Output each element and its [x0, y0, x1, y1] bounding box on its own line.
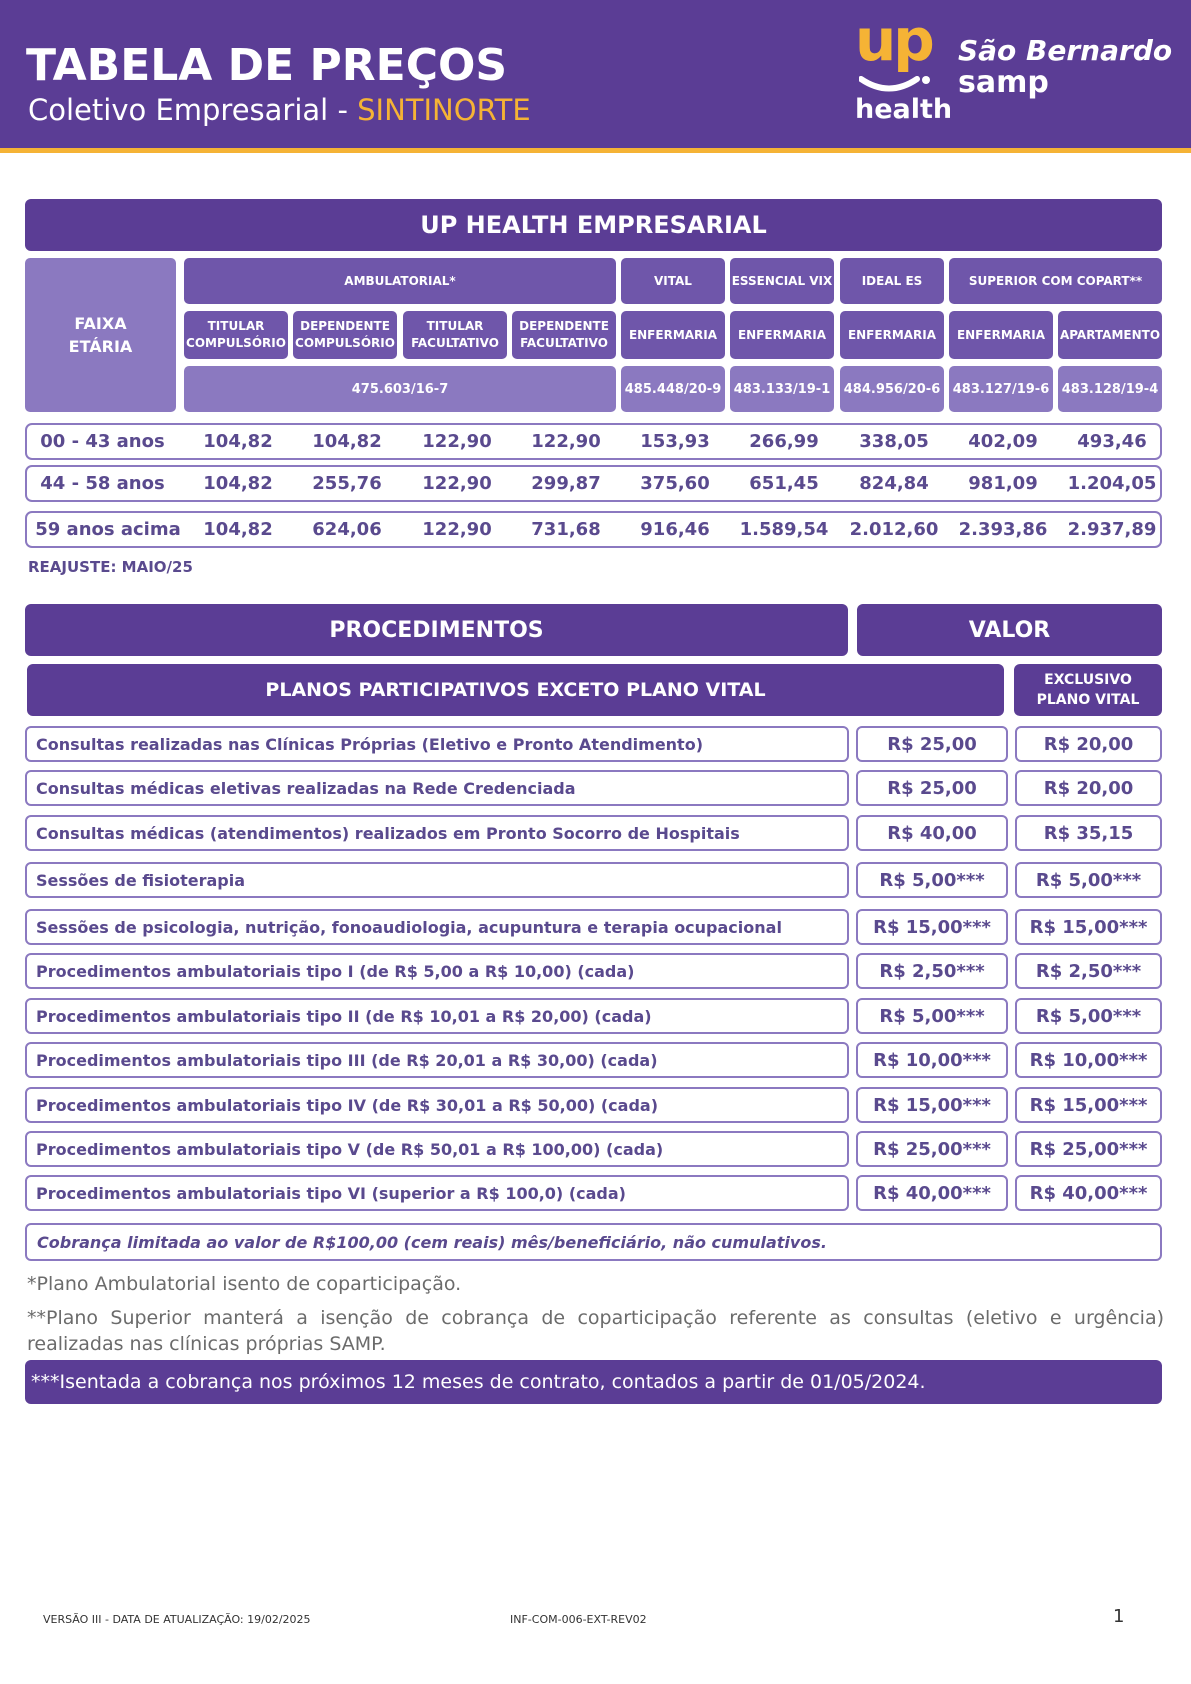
- vital-exclusive-title: EXCLUSIVO PLANO VITAL: [1014, 664, 1162, 716]
- row-value: 104,82: [203, 519, 273, 540]
- procedure-row-vital-value: R$ 20,00: [1015, 726, 1162, 762]
- procedure-row-desc: Procedimentos ambulatoriais tipo I (de R$ 5,00 a R$ 10,00) (cada): [25, 953, 849, 989]
- procedure-row-vital-value: R$ 25,00***: [1015, 1131, 1162, 1167]
- procedure-row-desc: Consultas médicas eletivas realizadas na Rede Credenciada: [25, 770, 849, 806]
- row-faixa: 00 - 43 anos: [40, 431, 165, 452]
- row-value: 2.937,89: [1067, 519, 1157, 540]
- table-row: [25, 511, 1162, 548]
- procedure-row-vital-value: R$ 5,00***: [1015, 862, 1162, 898]
- row-value: 122,90: [422, 431, 492, 452]
- group-essencial-vix: ESSENCIAL VIX: [730, 258, 834, 304]
- logo-health-text: health: [855, 94, 953, 125]
- price-table-title: UP HEALTH EMPRESARIAL: [25, 199, 1162, 251]
- row-value: 104,82: [203, 431, 273, 452]
- procedure-row-vital-value: R$ 40,00***: [1015, 1175, 1162, 1211]
- procedures-subtitle: PLANOS PARTICIPATIVOS EXCETO PLANO VITAL: [27, 664, 1004, 716]
- procedure-row-value: R$ 25,00: [856, 770, 1008, 806]
- subheader-superior-enfermaria: ENFERMARIA: [949, 311, 1053, 359]
- row-faixa: 59 anos acima: [35, 519, 181, 540]
- row-value: 266,99: [749, 431, 819, 452]
- procedure-row-desc: Procedimentos ambulatoriais tipo VI (superior a R$ 100,0) (cada): [25, 1175, 849, 1211]
- logo-sb-line2: samp: [958, 65, 1049, 100]
- procedures-title: PROCEDIMENTOS: [25, 604, 848, 656]
- procedure-row-value: R$ 15,00***: [856, 909, 1008, 945]
- row-value: 916,46: [640, 519, 710, 540]
- row-value: 651,45: [749, 473, 819, 494]
- table-row: [25, 423, 1162, 460]
- group-superior: SUPERIOR COM COPART**: [949, 258, 1162, 304]
- row-value: 1.589,54: [739, 519, 829, 540]
- row-value: 731,68: [531, 519, 601, 540]
- procedure-row-desc: Consultas realizadas nas Clínicas Próprias (Eletivo e Pronto Atendimento): [25, 726, 849, 762]
- row-value: 493,46: [1077, 431, 1147, 452]
- procedure-row-value: R$ 5,00***: [856, 998, 1008, 1034]
- subheader-titular-compulsorio: TITULAR COMPULSÓRIO: [184, 311, 288, 359]
- registration-superior-enf: 483.127/19-6: [949, 366, 1053, 412]
- row-value: 299,87: [531, 473, 601, 494]
- note-ambulatorial: *Plano Ambulatorial isento de coparticipação.: [27, 1273, 462, 1295]
- procedure-row-vital-value: R$ 10,00***: [1015, 1042, 1162, 1078]
- footer-version: VERSÃO III - DATA DE ATUALIZAÇÃO: 19/02/2025: [43, 1613, 311, 1626]
- registration-superior-apt: 483.128/19-4: [1058, 366, 1162, 412]
- row-value: 153,93: [640, 431, 710, 452]
- row-value: 104,82: [312, 431, 382, 452]
- row-value: 2.012,60: [849, 519, 939, 540]
- note-superior: **Plano Superior manterá a isenção de cobrança de coparticipação referente as consultas (eletivo e urgência) realizadas nas clínicas próprias SAMP.: [27, 1307, 1164, 1355]
- page-number: 1: [1113, 1606, 1125, 1627]
- procedure-row-value: R$ 5,00***: [856, 862, 1008, 898]
- faixa-etaria-header: FAIXA ETÁRIA: [25, 258, 176, 412]
- subheader-dependente-facultativo: DEPENDENTE FACULTATIVO: [512, 311, 616, 359]
- procedure-row-desc: Sessões de fisioterapia: [25, 862, 849, 898]
- procedure-row-value: R$ 15,00***: [856, 1087, 1008, 1123]
- subtitle-accent: SINTINORTE: [357, 93, 531, 127]
- procedure-row-vital-value: R$ 15,00***: [1015, 909, 1162, 945]
- row-value: 402,09: [968, 431, 1038, 452]
- procedure-row-vital-value: R$ 5,00***: [1015, 998, 1162, 1034]
- procedure-row-desc: Procedimentos ambulatoriais tipo IV (de R$ 30,01 a R$ 50,00) (cada): [25, 1087, 849, 1123]
- row-value: 104,82: [203, 473, 273, 494]
- row-value: 624,06: [312, 519, 382, 540]
- row-value: 375,60: [640, 473, 710, 494]
- procedure-row-value: R$ 40,00***: [856, 1175, 1008, 1211]
- procedure-row-value: R$ 25,00: [856, 726, 1008, 762]
- subheader-superior-apartamento: APARTAMENTO: [1058, 311, 1162, 359]
- row-value: 981,09: [968, 473, 1038, 494]
- row-value: 255,76: [312, 473, 382, 494]
- row-value: 122,90: [422, 519, 492, 540]
- procedure-row-desc: Procedimentos ambulatoriais tipo V (de R$ 50,01 a R$ 100,00) (cada): [25, 1131, 849, 1167]
- smile-icon: [859, 76, 931, 94]
- procedure-row-vital-value: R$ 15,00***: [1015, 1087, 1162, 1123]
- subheader-essencial-enfermaria: ENFERMARIA: [730, 311, 834, 359]
- group-vital: VITAL: [621, 258, 725, 304]
- row-value: 1.204,05: [1067, 473, 1157, 494]
- registration-ideal: 484.956/20-6: [840, 366, 944, 412]
- procedure-row-vital-value: R$ 35,15: [1015, 815, 1162, 851]
- subheader-ideal-enfermaria: ENFERMARIA: [840, 311, 944, 359]
- limit-note: Cobrança limitada ao valor de R$100,00 (cem reais) mês/beneficiário, não cumulativos.: [25, 1223, 1162, 1261]
- logo-sb-line1: São Bernardo: [958, 34, 1173, 67]
- page-subtitle: [28, 93, 531, 127]
- row-value: 122,90: [531, 431, 601, 452]
- registration-essencial: 483.133/19-1: [730, 366, 834, 412]
- sao-bernardo-samp-logo: [958, 34, 1172, 100]
- procedure-row-vital-value: R$ 20,00: [1015, 770, 1162, 806]
- procedure-row-value: R$ 25,00***: [856, 1131, 1008, 1167]
- table-row: [25, 465, 1162, 502]
- procedure-row-value: R$ 10,00***: [856, 1042, 1008, 1078]
- row-faixa: 44 - 58 anos: [40, 473, 165, 494]
- page-title: TABELA DE PREÇOS: [26, 40, 508, 91]
- procedure-row-desc: Sessões de psicologia, nutrição, fonoaudiologia, acupuntura e terapia ocupacional: [25, 909, 849, 945]
- row-value: 338,05: [859, 431, 929, 452]
- reajuste-label: REAJUSTE: MAIO/25: [28, 558, 193, 576]
- row-value: 122,90: [422, 473, 492, 494]
- procedure-row-value: R$ 40,00: [856, 815, 1008, 851]
- procedure-row-desc: Procedimentos ambulatoriais tipo II (de R$ 10,01 a R$ 20,00) (cada): [25, 998, 849, 1034]
- up-health-logo: [855, 6, 953, 129]
- footer-code: INF-COM-006-EXT-REV02: [510, 1613, 647, 1626]
- logo-up-text: up: [855, 6, 932, 74]
- subheader-vital-enfermaria: ENFERMARIA: [621, 311, 725, 359]
- group-ideal-es: IDEAL ES: [840, 258, 944, 304]
- procedure-row-value: R$ 2,50***: [856, 953, 1008, 989]
- registration-ambulatorial: 475.603/16-7: [184, 366, 616, 412]
- row-value: 2.393,86: [958, 519, 1048, 540]
- procedure-row-desc: Procedimentos ambulatoriais tipo III (de R$ 20,01 a R$ 30,00) (cada): [25, 1042, 849, 1078]
- procedure-row-vital-value: R$ 2,50***: [1015, 953, 1162, 989]
- page-header: [0, 0, 1191, 148]
- procedure-row-desc: Consultas médicas (atendimentos) realizados em Pronto Socorro de Hospitais: [25, 815, 849, 851]
- note-isencao-banner: ***Isentada a cobrança nos próximos 12 meses de contrato, contados a partir de 01/05/2024.: [25, 1360, 1162, 1404]
- subtitle-prefix: Coletivo Empresarial -: [28, 93, 358, 127]
- header-accent-line: [0, 148, 1191, 153]
- value-title: VALOR: [857, 604, 1162, 656]
- row-value: 824,84: [859, 473, 929, 494]
- group-ambulatorial: AMBULATORIAL*: [184, 258, 616, 304]
- subheader-titular-facultativo: TITULAR FACULTATIVO: [403, 311, 507, 359]
- registration-vital: 485.448/20-9: [621, 366, 725, 412]
- subheader-dependente-compulsorio: DEPENDENTE COMPULSÓRIO: [293, 311, 397, 359]
